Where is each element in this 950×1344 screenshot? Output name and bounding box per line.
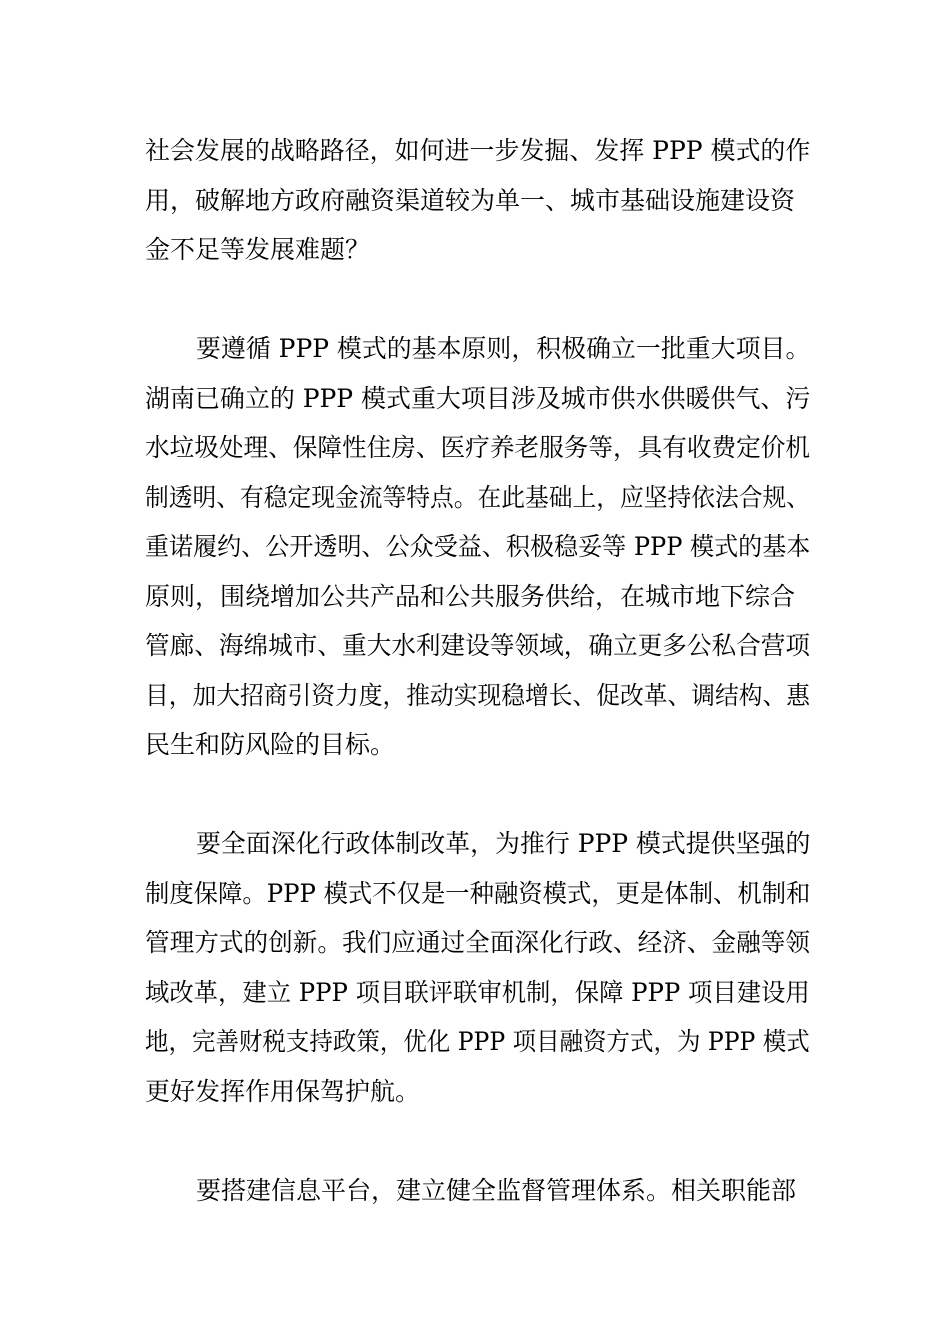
text-line: 地，完善财税支持政策，优化 PPP 项目融资方式，为 PPP 模式 xyxy=(145,1027,810,1056)
text-line: 管理方式的创新。我们应通过全面深化行政、经济、金融等领 xyxy=(145,928,811,957)
text-line: 重诺履约、公开透明、公众受益、积极稳妥等 PPP 模式的基本 xyxy=(145,532,811,561)
text-line: 水垃圾处理、保障性住房、医疗养老服务等，具有收费定价机 xyxy=(145,433,811,462)
text-line: 域改革，建立 PPP 项目联评联审机制，保障 PPP 项目建设用 xyxy=(145,978,810,1007)
text-line: 目，加大招商引资力度，推动实现稳增长、促改革、调结构、惠 xyxy=(145,681,811,710)
text-line: 原则，围绕增加公共产品和公共服务供给，在城市地下综合 xyxy=(145,582,796,611)
text-line: 湖南已确立的 PPP 模式重大项目涉及城市供水供暖供气、污 xyxy=(145,384,811,413)
text-line: 要全面深化行政体制改革，为推行 PPP 模式提供坚强的 xyxy=(196,829,811,858)
text-line: 要遵循 PPP 模式的基本原则，积极确立一批重大项目。 xyxy=(196,334,811,363)
text-line: 更好发挥作用保驾护航。 xyxy=(145,1077,421,1106)
text-line: 制度保障。PPP 模式不仅是一种融资模式，更是体制、机制和 xyxy=(145,879,811,908)
text-line: 制透明、有稳定现金流等特点。在此基础上，应坚持依法合规、 xyxy=(145,483,811,512)
text-line: 民生和防风险的目标。 xyxy=(145,730,396,759)
text-line: 金不足等发展难题？ xyxy=(145,235,371,264)
text-line: 用，破解地方政府融资渠道较为单一、城市基础设施建设资 xyxy=(145,186,796,215)
text-line: 管廊、海绵城市、重大水利建设等领域，确立更多公私合营项 xyxy=(145,631,811,660)
text-line: 要搭建信息平台，建立健全监督管理体系。相关职能部 xyxy=(196,1176,797,1205)
text-line: 社会发展的战略路径，如何进一步发掘、发挥 PPP 模式的作 xyxy=(145,136,811,165)
